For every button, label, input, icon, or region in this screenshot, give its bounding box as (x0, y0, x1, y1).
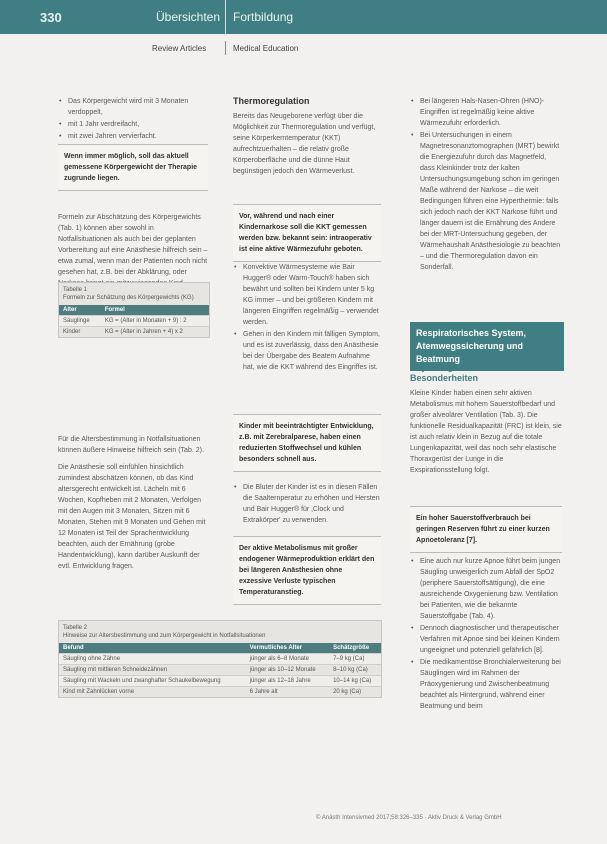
bullet-list (58, 96, 208, 142)
column-2-bullets-2 (233, 482, 381, 527)
highlight-box: Wenn immer möglich, soll das aktuell gemessene Körpergewicht der Therapie zugrunde liegen. (58, 144, 208, 191)
header-divider (225, 0, 226, 34)
section-banner: Respiratorisches System, Atemwegssicherung und Beatmung (410, 322, 564, 371)
table-cell: Säugling mit Wackeln und zwanghafter Schaukelbewegung (59, 676, 246, 687)
section-label-left: Übersichten (156, 10, 221, 24)
highlight-text: Der aktive Metabolismus mit großer endogener Wärmeproduktion erklärt den bei längeren Anästhesien ohne exzessive Verluste typischen Temperaturanstieg. (239, 545, 375, 596)
table-cell: 8–10 kg (Ca) (329, 665, 381, 676)
list-item: • Eine auch nur kurze Apnoe führt beim jungen Säugling unweigerlich zum Abfall der SpO2 (periphere Sauerstoffsättigung), die eine ausreichende Oxygenierung bzw. Ventilation bei Patienten, wie die bekannte Sauerstoffgabe (Tab. 4). (410, 556, 562, 622)
column-2 (233, 96, 381, 183)
bullet-list (410, 556, 562, 712)
table (59, 643, 381, 697)
table-row (59, 687, 381, 698)
table-1 (58, 282, 210, 338)
list-item: • Konvektive Wärmesysteme wie Bair Hugger® oder Warm-Touch® haben sich bewährt und sollten bei Kindern unter 5 kg KG immer – und bei größeren Kindern mit längeren Eingriffen regelmäßig – verwendet werden. (233, 262, 381, 328)
table-header: Befund (59, 643, 246, 654)
list-item: • Dennoch diagnostischer und therapeutischer Verfahren mit Apnoe sind bei kleinen Kindern ungeeignet und potenziell gefährlich [8]. (410, 623, 562, 656)
subheader-left: Review Articles (152, 44, 207, 53)
highlight-box (233, 536, 381, 605)
paragraph: Bereits das Neugeborene verfügt über die Möglichkeit zur Thermoregulation und verfügt, seine Körperkerntemperatur (KKT) aufrechtzuerhalten – die relativ große Körperoberfläche und die dünne Haut begünstigen jedoch den Wärmeverlust. (233, 113, 376, 175)
paragraph: Für die Altersbestimmung in Notfallsituationen können äußere Hinweise hilfreich sein (Tab. 2). (58, 436, 204, 454)
subheader-divider (225, 41, 226, 55)
table-header: Vermutliches Alter (246, 643, 329, 654)
subheader-right: Medical Education (233, 44, 299, 53)
subsection-heading: Physiologische und anatomische Besonderheiten (410, 362, 553, 383)
list-item: • Die medikamentöse Bronchialerweiterung bei Säuglingen wird im Rahmen der Präoxygenierung und Zwischenbeatmung beachtet als Hintergrund, während einer Beatmung und beim (410, 657, 562, 712)
list-item: • Das Körpergewicht wird mit 3 Monaten verdoppelt, (58, 96, 208, 118)
column-1 (58, 96, 208, 143)
section-heading: Thermoregulation (233, 96, 310, 106)
table-cell: 6 Jahre alt (246, 687, 329, 698)
list-item: • Die Bluter der Kinder ist es in diesen Fällen die Saalternperatur zu erhöhen und Hersten und Bair Hugger® für ‚Clock und Extrakörper' zu verwenden. (233, 482, 381, 526)
table-cell: Säugling ohne Zähne (59, 654, 246, 665)
table-cell: Kind mit Zahnlücken vorne (59, 687, 246, 698)
column-2-bullets (233, 262, 381, 374)
bullet-list (233, 262, 381, 373)
column-3-bullets (410, 556, 562, 713)
table-cell: Kinder (59, 327, 101, 338)
bullet-list (410, 96, 562, 273)
paragraph: Formeln zur Abschätzung des Körpergewichts (Tab. 1) können aber sowohl in Notfallsituationen als auch bei der geplanten Vorbereitung auf eine Anästhesie hilfreich sein – etwa zumal, wenn man der Patienten noch nicht gesehen hat, z.B. bei der Abklärung, oder (58, 214, 208, 276)
table-cell: Säuglinge (59, 316, 101, 327)
table-row (59, 327, 209, 338)
highlight-box: Ein hoher Sauerstoffverbrauch bei geringen Reserven führt zu einer kurzen Apnoetoleranz [7]. (410, 506, 562, 553)
table-row (59, 665, 381, 676)
table-cell: 20 kg (Ca) (329, 687, 381, 698)
table-cell: Säugling mit mittleren Schneidezähnen (59, 665, 246, 676)
list-item: • mit zwei Jahren vervierfacht. (58, 131, 208, 142)
table (59, 305, 209, 337)
table-header: Formel (101, 305, 209, 316)
page-number: 330 (40, 10, 62, 25)
page-header (0, 0, 607, 34)
list-item: • Bei längeren Hals-Nasen-Ohren (HNO)-Eingriffen ist regelmäßig keine aktive Wärmezufuhr erforderlich. (410, 96, 562, 129)
table-cell: KG = (Alter in Monaten + 9) : 2 (101, 316, 209, 327)
paragraph: Die Anästhesie soll einfühlen hinsichtlich zumindest abschätzen können, ob das Kind altersgerecht entwickelt ist. Lächeln mit 6 Wochen, Kopfheben mit 2 Monaten, Verfolgen mit den Augen mit 3 Monaten, Sitzen mit 6 Monaten, Stehen mit 9 Monaten und Gehen mit 12 Monaten ist Teil der Sprachentwicklung beachten, auch der Ernährung (grobe Handentwicklung), kann darüber Auskunft der evtl. Entwicklung fragen. (58, 464, 206, 570)
column-3-body (410, 362, 562, 482)
footer-citation: © Anästh Intensivmed 2017;58:326–335 · Aktiv Druck & Verlag GmbH (316, 815, 502, 821)
table-row (59, 654, 381, 665)
table-caption: Tabelle 2 Hinweise zur Altersbestimmung und zum Körpergewicht in Notfallsituationen (63, 625, 266, 639)
highlight-box: Vor, während und nach einer Kindernarkose soll die KKT gemessen werden bzw. bekannt sein: intraoperativ ist eine aktive Wärmezufuhr geboten. (233, 204, 381, 262)
list-item: • mit 1 Jahr verdreifacht, (58, 119, 208, 130)
table-cell: KG = (Alter in Jahren + 4) x 2 (101, 327, 209, 338)
list-item: • Gehen in den Kindern mit fälligen Symptom, und es ist zuverlässig, dass den Anästhesie bei der Übergabe des Beatem Aufnahme hat, wie die KKT während des Eingriffes ist. (233, 329, 381, 373)
column-1-lower (58, 434, 208, 578)
highlight-box: Kinder mit beeinträchtigter Entwicklung, z.B. mit Zerebralparese, haben einen reduzierten Stoffwechsel und kühlen besonders schnell aus. (233, 414, 381, 472)
table-header: Alter (59, 305, 101, 316)
table-row (59, 676, 381, 687)
section-label-right: Fortbildung (233, 10, 294, 24)
table-cell: 7–9 kg (Ca) (329, 654, 381, 665)
bullet-list (233, 482, 381, 526)
table-caption: Tabelle 1 Formeln zur Schätzung des Körpergewichts (KG) (63, 287, 194, 301)
paragraph: Kleine Kinder haben einen sehr aktiven Metabolismus mit hohem Sauerstoffbedarf und großer alveolärer Ventilation (Tab. 3). Die funktionelle Residualkapazität (FRC) ist klein, sie ist auch relativ klein in Bezug auf die totale Lungenkapazität, weil das noch sehr elastische Thoraxgerüst der Lunge in die Exspirationsstellung folgt. (410, 390, 562, 474)
table-cell: 10–14 kg (Ca) (329, 676, 381, 687)
table-cell: jünger als 6–8 Monate (246, 654, 329, 665)
table-row (59, 316, 209, 327)
table-2 (58, 620, 382, 698)
table-header: Schätzgröße (329, 643, 381, 654)
table-cell: jünger als 12–18 Jahre (246, 676, 329, 687)
table-cell: jünger als 10–12 Monate (246, 665, 329, 676)
list-item: • Bei Untersuchungen in einem Magnetresonanztomographen (MRT) bewirkt die Energiezufuhr durch das Magnetfeld, dass Kleinkinder trotz der kalten Untersuchungsumgebung schon im geringen Maße während der Narkose – die weit Bedingungen führen eine Hyperthermie: falls sich jedoch nach der KKT Narkose führt und länger dauern ist die Ernährung des Andere bei der MRT-Untersuchung gegeben, der Wärmehaushalt Anästhesiologie zu beachten – und die Thermoregulation davon ein Sonderfall. (410, 130, 562, 273)
column-3 (410, 96, 562, 274)
